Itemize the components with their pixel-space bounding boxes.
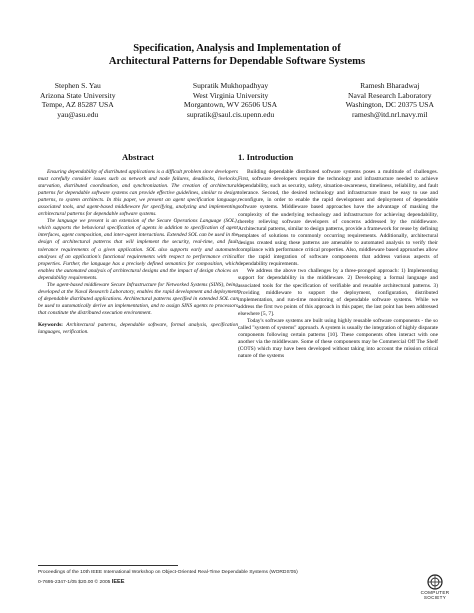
abstract-paragraph-2: The language we present is an extension of the Secure Operations Language (SOL), which supports the behavioral specification of agents in addition to specification of agent interfaces, agent composition, and inter-agent interactions. Extended SOL can be used in the design of architectural patterns that will implement the security, real-time, and fault tolerance requirements of a given application. SOL also supports early and automated analyses of an application's functional requirements with respect to performance critical properties. Further, the language has a precisely defined semantics for composition, which enables the automated analysis of architectural designs and the impact of design choices on dependability requirements.	[38, 218, 238, 281]
author-email: ramesh@itd.nrl.navy.mil	[352, 109, 428, 119]
author-address: Tempe, AZ 85287 USA	[41, 100, 114, 110]
footer	[38, 569, 408, 587]
author-name: Supratik Mukhopadhyay	[192, 81, 269, 90]
author-email: yau@asu.edu	[57, 109, 99, 119]
author-affiliation: Naval Research Laboratory	[348, 90, 432, 100]
title-line-1: Specification, Analysis and Implementation of	[133, 43, 341, 54]
abstract-heading: Abstract	[122, 152, 154, 162]
paper-title	[20, 42, 454, 68]
introduction-paragraph-2: We address the above two challenges by a three-pronged approach: 1) Implementing support for dependability in the middleware. 2) Developing a formal language and associated tools for the specification of verifiable and reusable architectural patterns. 3) Providing middleware to support the deployment, configuration, distributed implementation, and run-time monitoring of dependable software systems. While we address the first two points of this approach in this paper, the last point has been addressed elsewhere [5, 7].	[238, 268, 438, 317]
footer-proceedings: Proceedings of the 10th IEEE International Workshop on Object-Oriented Real-Time Dependable Systems (WORDS'05)	[38, 570, 298, 575]
author-3	[346, 81, 434, 119]
footer-isbn: 0-7695-2347-1/05 $20.00 © 2005	[38, 579, 111, 585]
introduction-heading: 1. Introduction	[238, 152, 294, 162]
keywords-label: Keywords:	[38, 321, 63, 328]
author-affiliation: Arizona State University	[40, 90, 116, 100]
introduction-paragraph-1: Building dependable distributed software systems poses a multitude of challenges. First, software developers require the technology and infrastructure needed to achieve dependability, such as security, safety, situation-awareness, timeliness, reliability, and fault tolerance. Second, the desired technology and infrastructure must be easy to use and reconfigure, in order to enable the rapid development and deployment of dependable software systems. Middleware based approaches have the advantage of masking the complexity of the underlying technology and infrastructure for achieving dependability, thereby relieving software developers of concerns addressed by the middleware. Architectural patterns, similar to design patterns, provide a framework for reuse by defining templates of solutions to commonly occurring requirements. Additionally, architectural designs created using these patterns are amenable to automated analysis to verify their compliance with performance critical properties. Also, middleware based approaches allow for the rapid integration of software components that address various aspects of dependability requirements.	[238, 169, 438, 268]
computer-society-logo	[415, 574, 455, 608]
keywords	[38, 322, 238, 336]
author-address: Morgantown, WV 26506 USA	[183, 100, 278, 110]
logo-line-2: SOCIETY	[423, 595, 447, 600]
footer-isbn-line	[38, 578, 408, 588]
author-affiliation: West Virginia University	[192, 90, 269, 100]
author-name: Ramesh Bharadwaj	[360, 81, 420, 90]
title-line-2: Architectural Patterns for Dependable Software Systems	[108, 56, 366, 67]
abstract-paragraph-1: Ensuring dependability of distributed applications is a difficult problem since developers must carefully consider issues such as network and node failures, deadlocks, livelocks, starvation, distributed coordination, and synchronization. The creation of architectural patterns for dependable software systems can provide effective guidelines, similar to design patterns, to system architects. In this paper, we present an agent specification language, associated tools, and agent-based middleware for specifying, analyzing and implementing architectural patterns for dependable software systems.	[38, 169, 238, 218]
author-2	[184, 81, 277, 119]
introduction-paragraph-3: Today's software systems are built using highly reusable software components - the so called "system of systems" approach. A system is usually the integration of highly disparate components following certain patterns [10]. These components often interact with one another via the middleware. Some of these components may be Commercial Off The Shelf (COTS) which may have been developed without taking into account the mission critical nature of the systems	[238, 317, 438, 360]
abstract-column	[38, 152, 238, 336]
author-1	[40, 81, 116, 119]
keywords-text: Architectural patterns, dependable software, formal analysis, specification languages, verification.	[38, 321, 239, 336]
footer-divider	[38, 565, 178, 566]
ieee-mark: IEEE	[111, 578, 125, 585]
author-email: supratik@saul.cis.upenn.edu	[186, 109, 275, 119]
author-name: Stephen S. Yau	[54, 81, 101, 90]
abstract-paragraph-3: The agent-based middleware Secure Infrastructure for Networked Systems (SINS), being developed at the Naval Research Laboratory, enables the rapid development and deployment of dependable distributed applications. Architectural patterns specified in extended SOL can be used to automatically derive an implementation, and to assign SINS agents to processors that constitute the distributed execution environment.	[38, 281, 238, 316]
author-address: Washington, DC 20375 USA	[345, 100, 434, 110]
introduction-column	[238, 152, 438, 361]
logo-line-1: COMPUTER	[420, 590, 450, 595]
author-block	[40, 81, 434, 119]
computer-society-logo-icon	[427, 574, 443, 590]
